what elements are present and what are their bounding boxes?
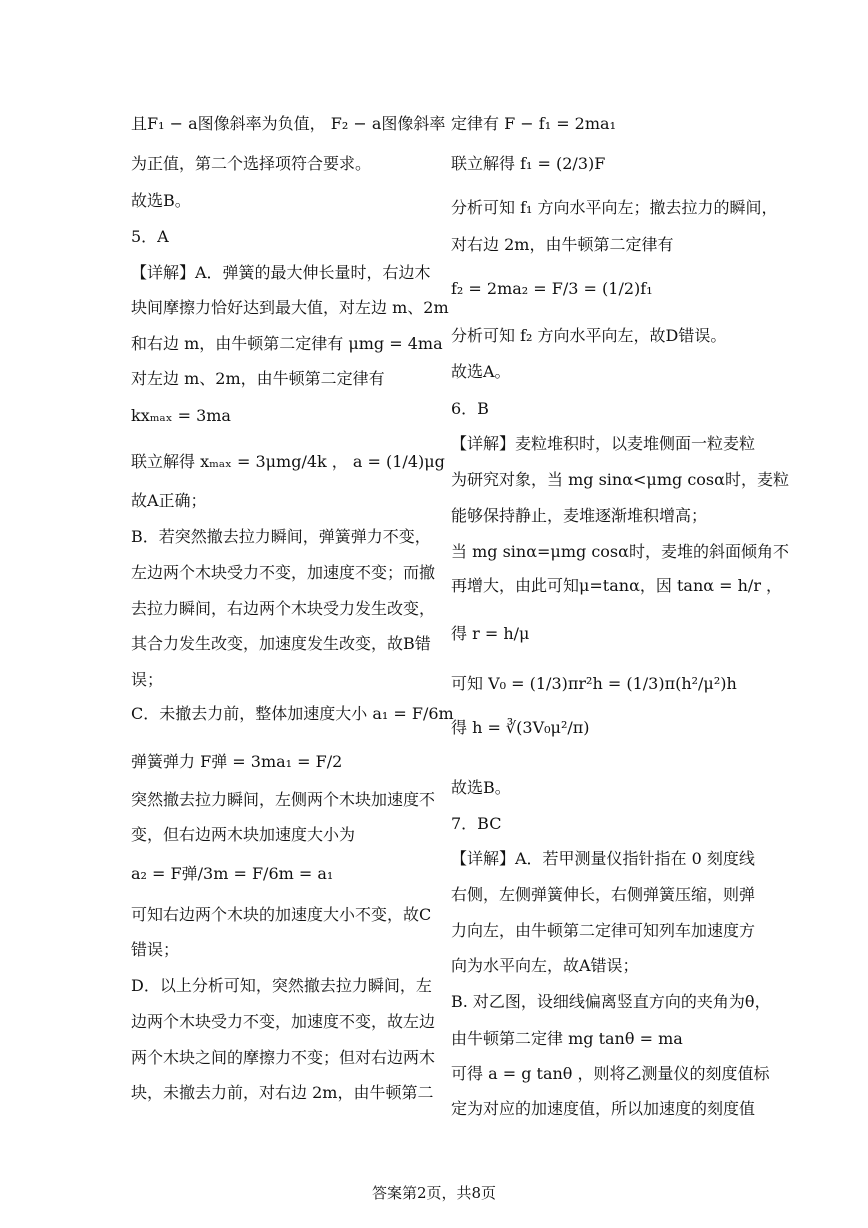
text-line: 两个木块之间的摩擦力不变；但对右边两木 [131, 1048, 436, 1067]
text-line: 故选B。 [451, 778, 511, 797]
text-line: 块，未撤去力前，对右边 2m，由牛顿第二 [131, 1083, 434, 1102]
text-line: 错误； [131, 940, 180, 959]
text-line: 边两个木块受力不变，加速度不变，故左边 [131, 1012, 436, 1031]
text-line: 故A正确； [131, 491, 207, 510]
text-line: 定为对应的加速度值，所以加速度的刻度值 [451, 1099, 756, 1118]
text-line: 定律有 F − f₁ = 2ma₁ [451, 114, 616, 133]
text-line: 突然撤去拉力瞬间，左侧两个木块加速度不 [131, 790, 436, 809]
text-line: 且F₁ − a图像斜率为负值， F₂ − a图像斜率 [131, 114, 446, 133]
text-line: 5．A [131, 227, 169, 246]
text-line: 得 r = h/μ [451, 624, 530, 643]
text-line: 再增大，由此可知μ=tanα，因 tanα = h/r ， [451, 576, 783, 595]
text-line: 左边两个木块受力不变，加速度不变；而撤 [131, 563, 436, 582]
text-line: 【详解】A．若甲测量仪指针指在 0 刻度线 [451, 849, 755, 868]
text-line: 联立解得 f₁ = (2/3)F [451, 154, 606, 173]
text-line: B. 对乙图，设细线偏离竖直方向的夹角为θ， [451, 992, 771, 1011]
text-line: 分析可知 f₂ 方向水平向左，故D错误。 [451, 326, 727, 345]
text-line: 变，但右边两木块加速度大小为 [131, 825, 356, 844]
text-line: 7．BC [451, 814, 502, 833]
text-line: 误； [131, 670, 164, 689]
text-line: 弹簧弹力 F弹 = 3ma₁ = F/2 [131, 752, 343, 771]
text-line: 和右边 m，由牛顿第二定律有 μmg = 4ma [131, 334, 443, 353]
text-line: 力向左，由牛顿第二定律可知列车加速度方 [451, 921, 756, 940]
text-line: 联立解得 xₘₐₓ = 3μmg/4k ， a = (1/4)μg [131, 452, 445, 471]
text-line: 为正值，第二个选择项符合要求。 [131, 154, 372, 173]
text-line: 得 h = ∛(3V₀μ²/π) [451, 718, 590, 737]
text-line: 能够保持静止，麦堆逐渐堆积增高； [451, 506, 708, 525]
text-line: 【详解】麦粒堆积时，以麦堆侧面一粒麦粒 [451, 434, 756, 453]
text-line: 对右边 2m，由牛顿第二定律有 [451, 235, 674, 254]
text-line: 故选A。 [451, 362, 511, 381]
text-line: 为研究对象，当 mg sinα<μmg cosα时，麦粒 [451, 470, 789, 489]
text-line: 去拉力瞬间，右边两个木块受力发生改变， [131, 599, 436, 618]
text-line: D．以上分析可知，突然撤去拉力瞬间，左 [131, 976, 432, 995]
text-line: 右侧，左侧弹簧伸长，右侧弹簧压缩，则弹 [451, 885, 756, 904]
text-line: 对左边 m、2m，由牛顿第二定律有 [131, 369, 385, 388]
text-line: 可得 a = g tanθ ，则将乙测量仪的刻度值标 [451, 1064, 770, 1083]
text-line: 6．B [451, 399, 489, 418]
text-line: 由牛顿第二定律 mg tanθ = ma [451, 1029, 683, 1048]
text-line: 可知 V₀ = (1/3)πr²h = (1/3)π(h²/μ²)h [451, 674, 737, 693]
text-line: 可知右边两个木块的加速度大小不变，故C [131, 905, 432, 924]
text-line: 【详解】A．弹簧的最大伸长量时，右边木 [131, 263, 431, 282]
text-line: a₂ = F弹/3m = F/6m = a₁ [131, 864, 334, 883]
text-line: 向为水平向左，故A错误； [451, 956, 639, 975]
text-line: C．未撤去力前，整体加速度大小 a₁ = F/6m [131, 704, 454, 723]
text-line: 分析可知 f₁ 方向水平向左；撤去拉力的瞬间， [451, 198, 778, 217]
page-footer: 答案第2页，共8页 [371, 1184, 497, 1202]
text-line: 当 mg sinα=μmg cosα时，麦堆的斜面倾角不 [451, 542, 789, 561]
text-line: B．若突然撤去拉力瞬间，弹簧弹力不变， [131, 527, 431, 546]
text-line: 块间摩擦力恰好达到最大值，对左边 m、2m [131, 298, 449, 317]
text-line: f₂ = 2ma₂ = F/3 = (1/2)f₁ [451, 279, 653, 298]
text-line: 故选B。 [131, 191, 191, 210]
text-line: 其合力发生改变，加速度发生改变，故B错 [131, 634, 431, 653]
text-line: kxₘₐₓ = 3ma [131, 406, 231, 425]
